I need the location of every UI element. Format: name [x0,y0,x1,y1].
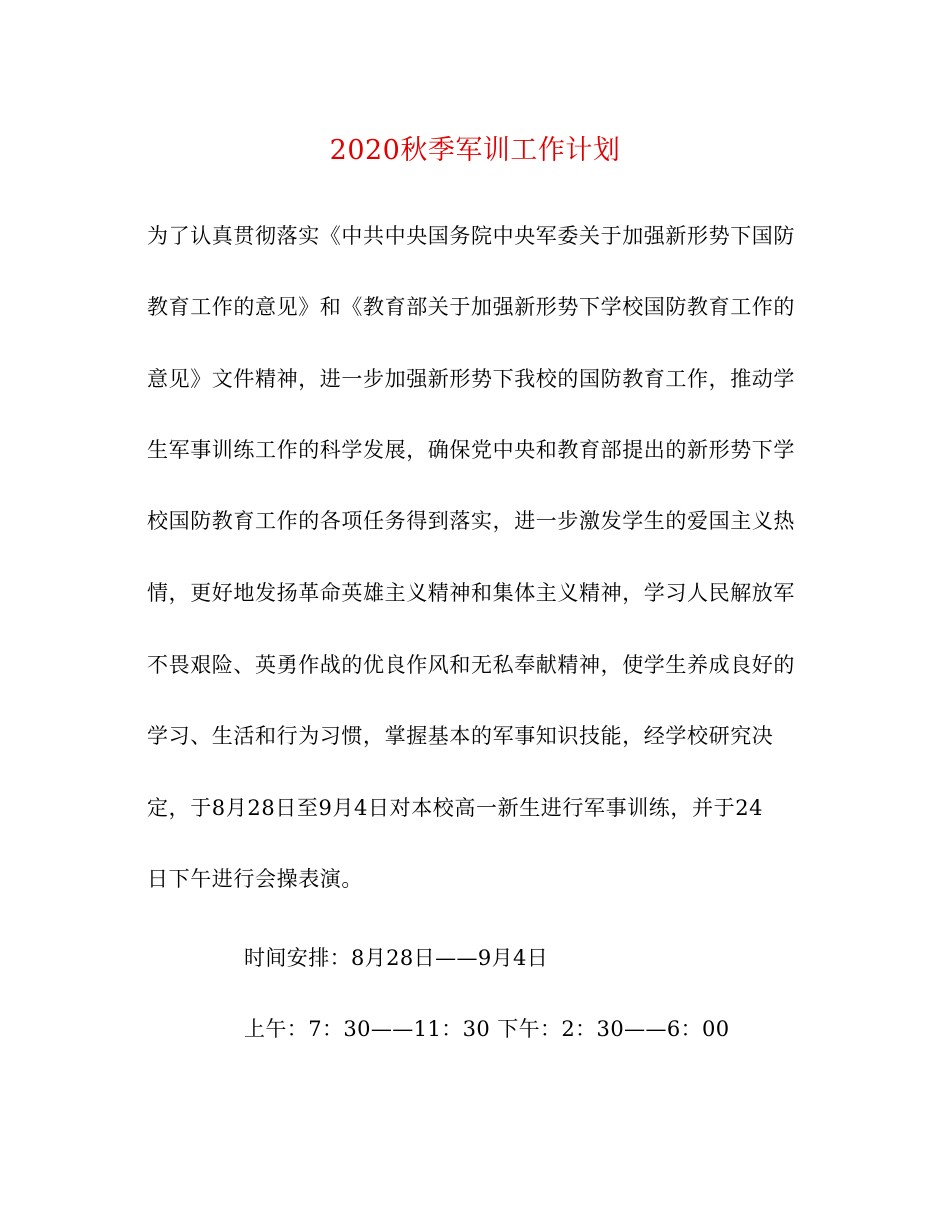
schedule-date-line: 时间安排：8月28日——9月4日 [244,946,549,970]
paragraph-line: 定，于8月28日至9月4日对本校高一新生进行军事训练，并于24 [147,796,764,820]
paragraph-line: 不畏艰险、英勇作战的优良作风和无私奉献精神，使学生养成良好的 [147,653,795,677]
paragraph-line: 教育工作的意见》和《教育部关于加强新形势下学校国防教育工作的 [147,295,795,319]
paragraph-line: 为了认真贯彻落实《中共中央国务院中央军委关于加强新形势下国防 [147,224,795,248]
paragraph-line: 日下午进行会操表演。 [147,867,363,891]
document-title: 2020秋季军训工作计划 [329,135,621,166]
paragraph-line: 生军事训练工作的科学发展，确保党中央和教育部提出的新形势下学 [147,438,795,462]
paragraph-line: 情，更好地发扬革命英雄主义精神和集体主义精神，学习人民解放军 [147,581,795,605]
paragraph-line: 校国防教育工作的各项任务得到落实，进一步激发学生的爱国主义热 [147,509,795,533]
paragraph-line: 学习、生活和行为习惯，掌握基本的军事知识技能，经学校研究决 [147,724,774,748]
schedule-hours-line: 上午：7：30——11：30 下午：2：30——6：00 [244,1017,730,1041]
paragraph-line: 意见》文件精神，进一步加强新形势下我校的国防教育工作，推动学 [147,367,795,391]
